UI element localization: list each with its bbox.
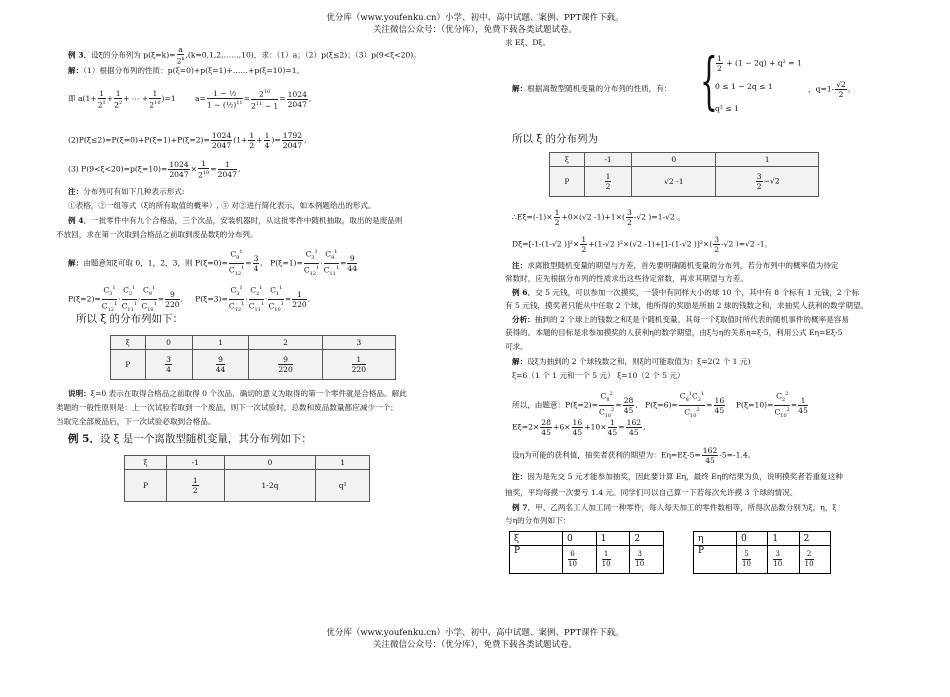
system-brace: { xyxy=(700,44,718,117)
q-result: ，q=1- $\frac{√2}{2}$ 。 xyxy=(808,80,856,99)
example-7-question-2: 与η的分布列如下： xyxy=(505,516,571,525)
example-6-solution: 解：设ξ为抽到的 2 个球钱数之和，则ξ的可能取值为：ξ=2(2 个 1 元) xyxy=(512,357,751,366)
distribution-caption-2: 所以 ξ 的分布列为 xyxy=(512,133,598,145)
distribution-table-example-5: ξ -1 0 1 P $\frac{1}{2}$ 1-2q q² xyxy=(124,455,370,502)
equation-sum: 即 a(1+ $\frac{1}{2^1}$ + $\frac{1}{2^2}$ + ⋯ + $\frac{1}{2^{10}}$ )=1 a= $\frac{\text{1 − ½}}{1 - (\frac{1}{2})^{11}}$ = $\frac{2^{10}}{2^{11} - 1}$ = $\frac{1024}{2047}$ , xyxy=(68,88,312,111)
variance-line: Dξ=[-1-(1-√2 )]²× $\frac{1}{2}$ +(1-√2 )²×(√2 -1)+[1-(1-√2 )]²×( $\frac{3}{2}$ -√2 )=√2 -1。 xyxy=(512,235,773,254)
equation-part-2: (2)P(ξ≤2)=P(ξ=0)+P(ξ=1)+P(ξ=2)= $\frac{1024}{2047}$ (1+ $\frac{1}{2}$ + $\frac{1}{4}$ )= $\frac{1792}{2047}$ , xyxy=(68,131,307,150)
example-4-solution: 解：由题意知ξ可取 0，1，2，3，则 P(ξ=0)= $\frac{C_9^1}{C_{12}^1}$ = $\frac{3}{4}$ , P(ξ=1)= $\frac{C_3^1}{C_{12}^1}$ · $\frac{C_9^1}{C_{11}^1}$ = $\frac{9}{44}$ xyxy=(68,249,358,278)
equation-part-3: (3) P(9<ξ<20)=p(ξ=10)= $\frac{1024}{2047}$ × $\frac{1}{2^{10}}$ = $\frac{1}{2047}$ , xyxy=(68,159,241,180)
note-example-6: 注：因为是先交 5 元才能参加抽奖，因此要计算 Eη，最终 Eη的结果为负，说明摸奖者若重复这种 xyxy=(512,472,843,481)
example-6-question-2: 有 5 元钱，摸奖者只能从中任取 2 个球，他所得的奖励是所抽 2 球的钱数之和，求抽奖人获利的数学期望。 xyxy=(505,301,869,310)
explanation-line-2: 类题的一般性原则是：上一次试验若取到一个废品，则下一次试验时，总数和废品数量都应减少一个； xyxy=(56,403,398,412)
example-5-solution: 解：根据离散型随机变量的分布列的性质，有： xyxy=(512,84,672,93)
explanation-line-3: 当取完全部废品后，下一次试验必取到合格品。 xyxy=(56,417,216,426)
note-expectation: 注：求离散型随机变量的期望与方差，首先要明确随机变量的分布列，若分布列中的概率值为待定 xyxy=(512,261,839,270)
distribution-table-xi: ξ 0 1 2 P $\frac{6}{10}$ $\frac{1}{10}$ $\frac{3}{10}$ xyxy=(509,531,664,574)
note-example-6-2: 抽奖，平均每摸一次要亏 1.4 元。同学们可以自己算一下若每次允许摸 3 个球的情况。 xyxy=(505,488,798,497)
note-forms: 注：分布列可有如下几种表示形式: xyxy=(68,187,185,196)
system-eq-3: q² ≤ 1 xyxy=(715,104,739,113)
footer-line-2: 关注微信公众号：（优分库），免费下载各类试题试卷。 xyxy=(372,640,577,650)
note-forms-list: ①表格，②一组等式（ξ的所有取值的概率）, ③ 对②进行简化表示，如本例题给出的形式。 xyxy=(68,201,376,210)
example-6-eta: 设η为可能的获利值，抽奖者获利的期望为：Eη=Eξ-5= $\frac{162}{45}$ -5=-1.4。 xyxy=(512,446,756,465)
example-3-label: 例 3． xyxy=(68,50,92,60)
example-6-probabilities: 所以，由题意：P(ξ=2)= $\frac{C_8^2}{C_{10}^2}$ = $\frac{28}{45}$ , P(ξ=6)= $\frac{C_8^1C_2^1}{C_{10}^2}$ = $\frac{16}{45}$ P(ξ=10)= $\frac{C_2^2}{C_{10}^2}$ = $\frac{1}{45}$ xyxy=(512,391,808,420)
right-top-text: 求 Eξ、Dξ。 xyxy=(505,38,551,47)
example-5-question: 例 5．设 ξ 是一个离散型随机变量，其分布列如下： xyxy=(68,433,312,445)
system-eq-2: 0 ≤ 1 − 2q ≤ 1 xyxy=(715,82,773,91)
example-6-expectation: Eξ=2× $\frac{28}{45}$ +6× $\frac{16}{45}$ +10× $\frac{1}{45}$ = $\frac{162}{45}$ , xyxy=(512,418,646,437)
header-line-1: 优分库（www.youfenku.cn）小学、初中、高中试题、案例、PPT课件下载。 xyxy=(326,13,624,23)
analysis-line-2: 获得的。本题的目标是求参加摸奖的人获利η的数学期望，由ξ与η的关系η=ξ-5，利用公式 Eη=Eξ-5 xyxy=(505,328,843,337)
fraction: $\frac{a}{2^k}$ xyxy=(176,45,185,66)
expectation-line: ∴Eξ=(-1)× $\frac{1}{2}$ +0×(√2 -1)+1×( $\frac{3}{2}$ -√2 )=1-√2 。 xyxy=(512,208,685,227)
distribution-caption-1: 所以 ξ 的分布列如下： xyxy=(76,313,183,325)
distribution-table-example-4: ξ 0 1 2 3 P $\frac{3}{4}$ $\frac{9}{44}$ $\frac{9}{220}$ $\frac{1}{220}$ xyxy=(110,335,396,380)
distribution-table-example-5-solved: ξ -1 0 1 P $\frac{1}{2}$ √2 -1 $\frac{3}{2}$ −√2 xyxy=(549,152,819,197)
analysis-line-3: 可求。 xyxy=(505,342,528,351)
distribution-table-eta: η 0 1 2 P $\frac{5}{10}$ $\frac{3}{10}$ $\frac{2}{10}$ xyxy=(693,531,831,574)
system-eq-1: $\frac{1}{2}$ + (1 − 2q) + q² = 1 xyxy=(717,54,802,73)
note-expectation-2: 常数时，应先根据分布列的性质求出这些待定常数，再求其期望与方差。 xyxy=(505,274,748,283)
header-line-2: 关注微信公众号：（优分库），免费下载各类试题试卷。 xyxy=(372,25,577,35)
example-4-question-cont: 不放回，求在第一次取到合格品之前取到废品数ξ的分布列。 xyxy=(56,230,258,239)
example-4-probabilities: P(ξ=2)= $\frac{C_3^1}{C_{12}^1}$ · $\frac{C_2^1}{C_{11}^1}$ · $\frac{C_9^1}{C_{10}^1}$ = $\frac{9}{220}$ , P(ξ=3)= $\frac{C_3^1}{C_{12}^1}$ · $\frac{C_2^1}{C_{11}^1}$ · $\frac{C_1^1}{C_{10}^1}$ = $\frac{1}{220}$ . xyxy=(68,285,311,314)
example-6-question: 例 6．交 5 元钱，可以参加一次摸奖，一袋中有同样大小的球 10 个，其中有 8 个标有 1 元钱，2 个标 xyxy=(512,288,860,297)
footer-line-1: 优分库（www.youfenku.cn）小学、初中、高中试题、案例、PPT课件下载。 xyxy=(326,628,624,638)
example-3-question: 例 3．设ξ的分布列为 p(ξ=k)= $\frac{a}{2^k}$ ,(k=0,1,2,……,10)，求：（1）a；（2）p(ξ≤2)；（3）p(9<ξ<20)。 xyxy=(68,45,421,66)
explanation-para: 说明：ξ=0 表示在取得合格品之前取得 0 个次品，确切的意义为取得的第一个零件就是合格品。解此 xyxy=(68,389,407,398)
example-6-solution-2: ξ=6（1 个 1 元和一个 5 元） ξ=10（2 个 5 元） xyxy=(512,371,685,380)
example-4-question: 例 4．一批零件中有九个合格品，三个次品，安装机器时，从这批零件中随机抽取，取出的是废品则 xyxy=(68,216,403,225)
example-7-question: 例 7．甲、乙两名工人加工同一种零件，每人每天加工的零件数相等，所得次品数分别为ξ，η，ξ xyxy=(512,503,837,512)
analysis-para: 分析：抽到的 2 个球上的钱数之和ξ是个随机变量，其每一个ξ取值时所代表的随机事件的概率是容易 xyxy=(512,315,849,324)
example-3-solution-intro: 解：（1）根据分布列的性质：p(ξ=0)+p(ξ=1)+……+p(ξ=10)=1。 xyxy=(68,66,305,75)
